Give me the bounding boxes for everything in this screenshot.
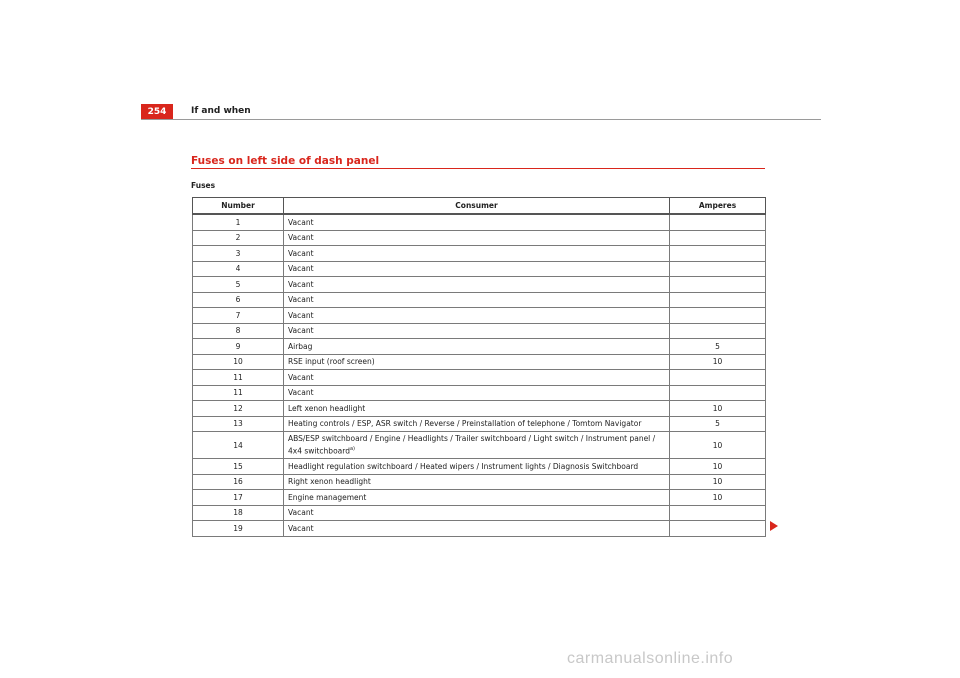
amperes-cell: [670, 521, 766, 537]
consumer-cell: [284, 370, 670, 386]
table-row: [193, 339, 766, 355]
table-row: [193, 521, 766, 537]
fuse-number-cell: 17: [193, 490, 284, 506]
consumer-text: Vacant: [288, 508, 314, 518]
consumer-cell: [284, 385, 670, 401]
consumer-text: Vacant: [288, 326, 314, 336]
consumer-cell: [284, 292, 670, 308]
fuse-number-cell: 9: [193, 339, 284, 355]
consumer-text: ABS/ESP switchboard / Engine / Headlights / Trailer switchboard / Light switch / Instrument panel / 4x4 switchboard: [288, 434, 656, 456]
consumer-cell: [284, 230, 670, 246]
amperes-cell: 5: [670, 416, 766, 432]
consumer-text: Vacant: [288, 310, 314, 320]
table-row: [193, 308, 766, 324]
fuse-number-cell: 11: [193, 370, 284, 386]
fuse-number-cell: 16: [193, 474, 284, 490]
next-page-arrow-icon[interactable]: [770, 521, 778, 531]
fuse-number-cell: 14: [193, 432, 284, 459]
table-row: [193, 292, 766, 308]
amperes-cell: [670, 261, 766, 277]
fuses-table: [192, 197, 766, 537]
fuse-number-cell: 7: [193, 308, 284, 324]
consumer-cell: [284, 277, 670, 293]
consumer-cell: [284, 261, 670, 277]
consumer-cell: [284, 505, 670, 521]
table-row: [193, 261, 766, 277]
table-row: [193, 505, 766, 521]
chapter-title: If and when: [191, 106, 251, 116]
fuse-number-cell: 1: [193, 214, 284, 230]
consumer-text: Vacant: [288, 248, 314, 258]
consumer-cell: [284, 214, 670, 230]
amperes-cell: 10: [670, 490, 766, 506]
table-caption: Fuses: [191, 181, 216, 190]
consumer-cell: [284, 246, 670, 262]
amperes-cell: 10: [670, 401, 766, 417]
amperes-cell: [670, 292, 766, 308]
amperes-cell: 10: [670, 354, 766, 370]
fuse-number-cell: 4: [193, 261, 284, 277]
consumer-text: Heating controls / ESP, ASR switch / Reverse / Preinstallation of telephone / Tomtom Navigator: [288, 419, 642, 429]
table-row: [193, 277, 766, 293]
consumer-cell: [284, 354, 670, 370]
section-title: Fuses on left side of dash panel: [191, 155, 380, 167]
amperes-cell: [670, 246, 766, 262]
fuse-number-cell: 8: [193, 323, 284, 339]
amperes-cell: [670, 505, 766, 521]
fuse-number-cell: 3: [193, 246, 284, 262]
fuse-number-cell: 12: [193, 401, 284, 417]
consumer-text: Vacant: [288, 233, 314, 243]
table-row: [193, 354, 766, 370]
amperes-cell: [670, 214, 766, 230]
fuse-number-cell: 18: [193, 505, 284, 521]
consumer-cell: [284, 308, 670, 324]
fuse-number-cell: 15: [193, 459, 284, 475]
consumer-text: Vacant: [288, 372, 314, 382]
consumer-cell: [284, 432, 670, 459]
fuse-number-cell: 5: [193, 277, 284, 293]
consumer-text: RSE input (roof screen): [288, 357, 375, 367]
column-header-amperes: Amperes: [670, 198, 766, 215]
consumer-text: Left xenon headlight: [288, 403, 366, 413]
fuse-number-cell: 13: [193, 416, 284, 432]
amperes-cell: 10: [670, 459, 766, 475]
amperes-cell: [670, 370, 766, 386]
table-row: [193, 214, 766, 230]
consumer-text: Engine management: [288, 492, 367, 502]
consumer-cell: [284, 521, 670, 537]
table-row: [193, 432, 766, 459]
table-row: [193, 459, 766, 475]
consumer-text: Vacant: [288, 295, 314, 305]
table-body: [193, 214, 766, 536]
consumer-text: Headlight regulation switchboard / Heated wipers / Instrument lights / Diagnosis Switchboard: [288, 461, 639, 471]
amperes-cell: 10: [670, 474, 766, 490]
table-row: [193, 230, 766, 246]
amperes-cell: [670, 230, 766, 246]
consumer-cell: [284, 416, 670, 432]
consumer-text: Vacant: [288, 217, 314, 227]
consumer-cell: [284, 459, 670, 475]
amperes-cell: [670, 323, 766, 339]
table-row: [193, 246, 766, 262]
fuse-number-cell: 19: [193, 521, 284, 537]
fuse-number-cell: 10: [193, 354, 284, 370]
consumer-text: Vacant: [288, 523, 314, 533]
table-header-row: [193, 198, 766, 215]
consumer-text: Right xenon headlight: [288, 477, 371, 487]
table-row: [193, 474, 766, 490]
fuse-number-cell: 6: [193, 292, 284, 308]
section-divider: [191, 168, 765, 169]
table-row: [193, 370, 766, 386]
table-row: [193, 323, 766, 339]
amperes-cell: [670, 385, 766, 401]
table-row: [193, 416, 766, 432]
consumer-cell: [284, 323, 670, 339]
watermark: carmanualsonline.info: [567, 650, 734, 667]
consumer-text: Vacant: [288, 388, 314, 398]
amperes-cell: [670, 277, 766, 293]
header-divider: [141, 119, 821, 120]
table-row: [193, 490, 766, 506]
footnote-marker: a): [349, 446, 355, 453]
consumer-cell: [284, 490, 670, 506]
fuse-number-cell: 2: [193, 230, 284, 246]
column-header-consumer: Consumer: [284, 198, 670, 215]
table-row: [193, 385, 766, 401]
consumer-text: Vacant: [288, 264, 314, 274]
consumer-cell: [284, 401, 670, 417]
consumer-cell: [284, 339, 670, 355]
page-number-badge: 254: [141, 104, 173, 119]
table-row: [193, 401, 766, 417]
consumer-text: Vacant: [288, 279, 314, 289]
amperes-cell: 10: [670, 432, 766, 459]
consumer-cell: [284, 474, 670, 490]
amperes-cell: [670, 308, 766, 324]
column-header-number: Number: [193, 198, 284, 215]
amperes-cell: 5: [670, 339, 766, 355]
fuse-number-cell: 11: [193, 385, 284, 401]
consumer-text: Airbag: [288, 341, 313, 351]
